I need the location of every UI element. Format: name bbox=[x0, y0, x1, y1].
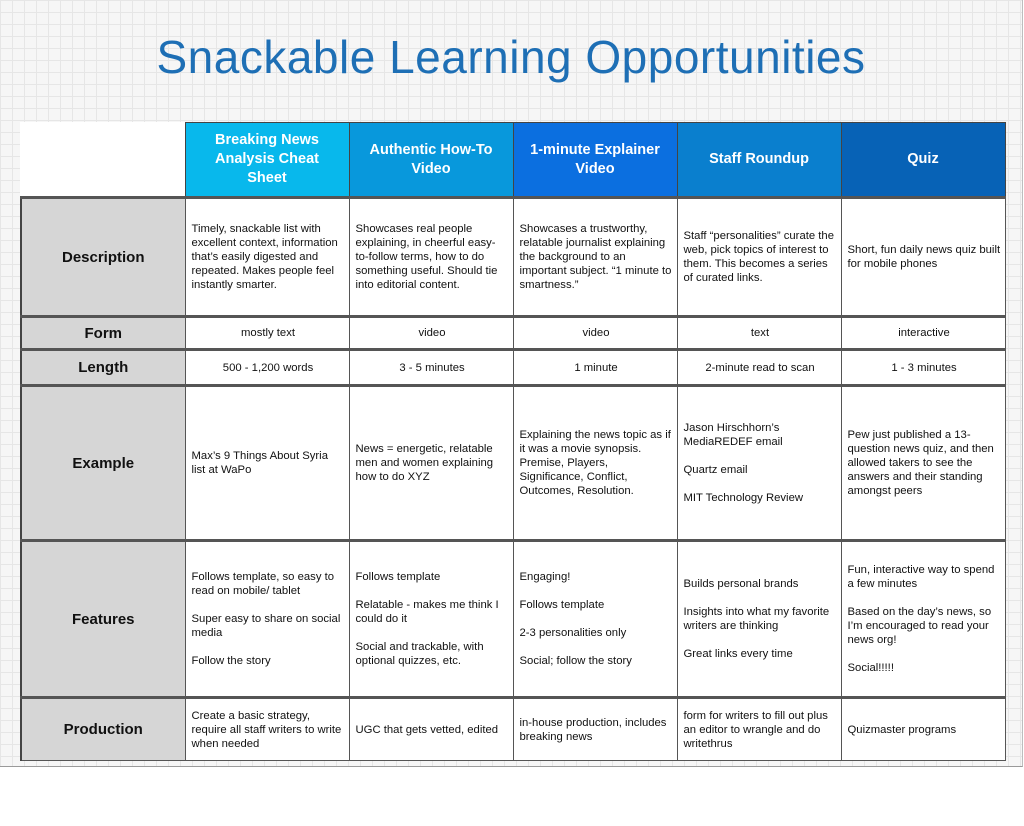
column-header-staff-roundup: Staff Roundup bbox=[677, 123, 841, 198]
example-item: MIT Technology Review bbox=[683, 492, 804, 504]
length-cell-1: 500 - 1,200 words bbox=[185, 350, 349, 386]
row-label-form: Form bbox=[21, 317, 185, 350]
feature-item: Based on the day’s news, so I’m encouraged to read your news org! bbox=[847, 606, 992, 646]
header-row bbox=[21, 123, 1005, 198]
features-cell-3 bbox=[513, 541, 677, 698]
form-cell-2: video bbox=[349, 317, 513, 350]
feature-item: Insights into what my favorite writers are thinking bbox=[683, 606, 830, 632]
description-cell-4: Staff “personalities” curate the web, pick topics of interest to them. This becomes a series of curated links. bbox=[677, 198, 841, 317]
row-label-example: Example bbox=[21, 386, 185, 541]
row-length bbox=[21, 350, 1005, 386]
description-cell-3: Showcases a trustworthy, relatable journalist explaining the background to an important subject. “1 minute to smartness.” bbox=[513, 198, 677, 317]
row-label-features: Features bbox=[21, 541, 185, 698]
form-cell-4: text bbox=[677, 317, 841, 350]
features-cell-1 bbox=[185, 541, 349, 698]
column-header-how-to-video: Authentic How-To Video bbox=[349, 123, 513, 198]
features-cell-5 bbox=[841, 541, 1005, 698]
production-cell-5: Quizmaster programs bbox=[841, 698, 1005, 761]
form-cell-3: video bbox=[513, 317, 677, 350]
row-form bbox=[21, 317, 1005, 350]
features-cell-4 bbox=[677, 541, 841, 698]
feature-item: Social!!!!! bbox=[847, 662, 894, 674]
feature-item: Relatable - makes me think I could do it bbox=[355, 599, 499, 625]
example-cell-4 bbox=[677, 386, 841, 541]
example-cell-3: Explaining the news topic as if it was a movie synopsis. Premise, Players, Significance, Conflict, Outcomes, Resolution. bbox=[513, 386, 677, 541]
column-header-quiz: Quiz bbox=[841, 123, 1005, 198]
description-cell-2: Showcases real people explaining, in cheerful easy-to-follow terms, how to do something useful. Should tie into editorial content. bbox=[349, 198, 513, 317]
feature-item: 2-3 personalities only bbox=[519, 627, 627, 639]
length-cell-3: 1 minute bbox=[513, 350, 677, 386]
row-description bbox=[21, 198, 1005, 317]
row-production bbox=[21, 698, 1005, 761]
features-cell-2 bbox=[349, 541, 513, 698]
corner-cell bbox=[21, 123, 185, 198]
production-cell-1: Create a basic strategy, require all staff writers to write when needed bbox=[185, 698, 349, 761]
feature-item: Social; follow the story bbox=[519, 655, 632, 667]
description-cell-5: Short, fun daily news quiz built for mobile phones bbox=[841, 198, 1005, 317]
example-cell-1: Max’s 9 Things About Syria list at WaPo bbox=[185, 386, 349, 541]
example-item: Jason Hirschhorn’s MediaREDEF email bbox=[683, 422, 783, 448]
example-item: Quartz email bbox=[683, 464, 748, 476]
feature-item: Great links every time bbox=[683, 648, 793, 660]
row-features bbox=[21, 541, 1005, 698]
feature-item: Social and trackable, with optional quizzes, etc. bbox=[355, 641, 484, 667]
feature-item: Follow the story bbox=[191, 655, 271, 667]
feature-item: Builds personal brands bbox=[683, 578, 799, 590]
feature-item: Follows template bbox=[355, 571, 441, 583]
example-cell-5: Pew just published a 13-question news quiz, and then allowed takers to see the answers and their standing amongst peers bbox=[841, 386, 1005, 541]
form-cell-5: interactive bbox=[841, 317, 1005, 350]
length-cell-2: 3 - 5 minutes bbox=[349, 350, 513, 386]
form-cell-1: mostly text bbox=[185, 317, 349, 350]
feature-item: Engaging! bbox=[519, 571, 571, 583]
feature-item: Follows template, so easy to read on mobile/ tablet bbox=[191, 571, 335, 597]
description-cell-1: Timely, snackable list with excellent context, information that’s easily digested and repeated. Makes people feel instantly smarter. bbox=[185, 198, 349, 317]
feature-item: Super easy to share on social media bbox=[191, 613, 341, 639]
feature-item: Fun, interactive way to spend a few minutes bbox=[847, 564, 995, 590]
slide-title: Snackable Learning Opportunities bbox=[156, 31, 866, 83]
production-cell-2: UGC that gets vetted, edited bbox=[349, 698, 513, 761]
row-label-description: Description bbox=[21, 198, 185, 317]
production-cell-4: form for writers to fill out plus an editor to wrangle and do writethrus bbox=[677, 698, 841, 761]
feature-item: Follows template bbox=[519, 599, 605, 611]
production-cell-3: in-house production, includes breaking news bbox=[513, 698, 677, 761]
length-cell-4: 2-minute read to scan bbox=[677, 350, 841, 386]
example-cell-2: News = energetic, relatable men and women explaining how to do XYZ bbox=[349, 386, 513, 541]
comparison-table bbox=[20, 122, 1006, 761]
row-label-length: Length bbox=[21, 350, 185, 386]
length-cell-5: 1 - 3 minutes bbox=[841, 350, 1005, 386]
column-header-explainer-video: 1-minute Explainer Video bbox=[513, 123, 677, 198]
column-header-cheat-sheet: Breaking News Analysis Cheat Sheet bbox=[185, 123, 349, 198]
row-example bbox=[21, 386, 1005, 541]
row-label-production: Production bbox=[21, 698, 185, 761]
